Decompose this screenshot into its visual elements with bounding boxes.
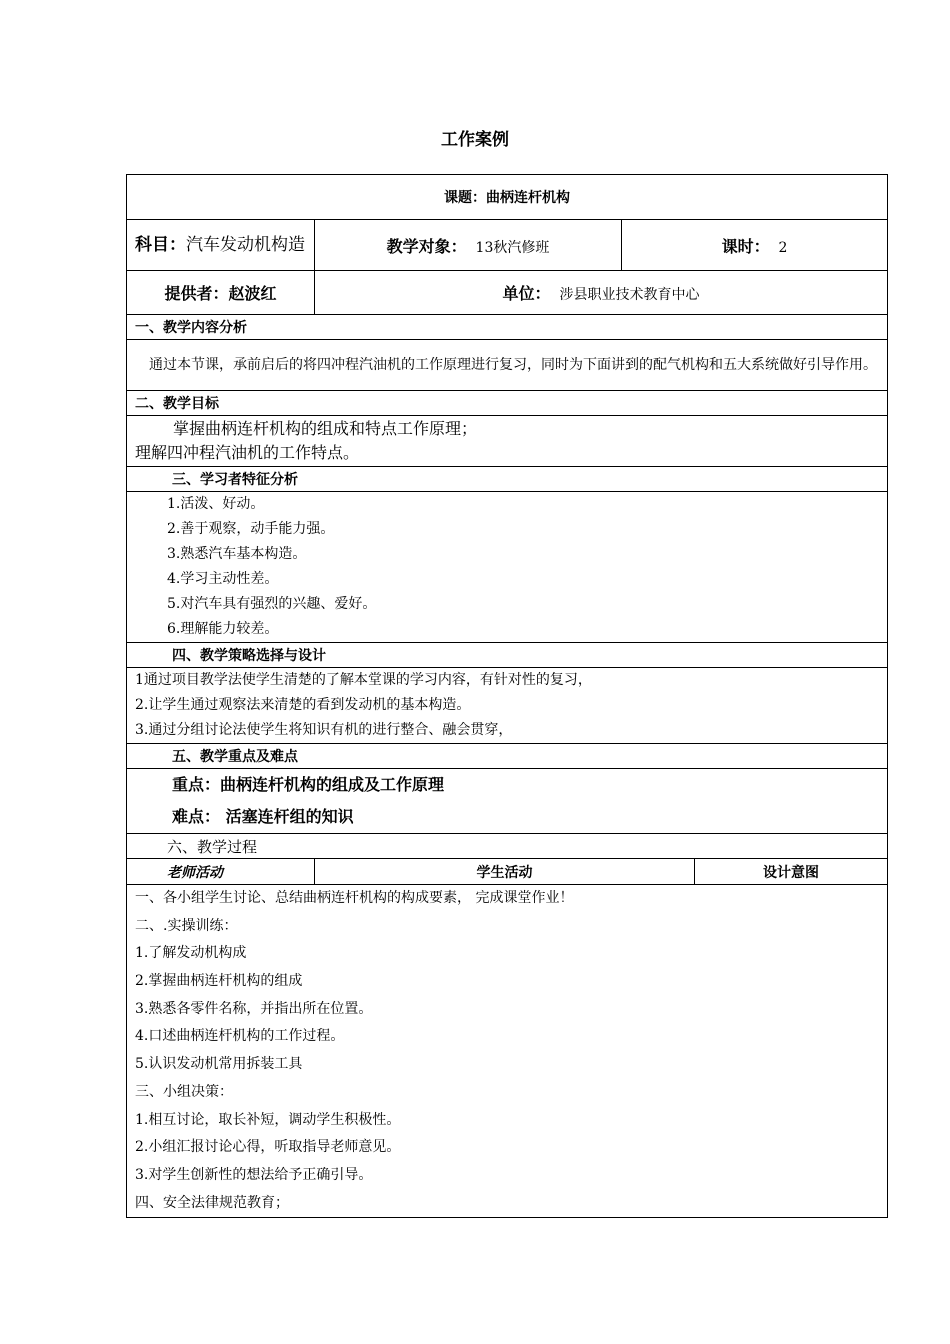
provider-label: 提供者： — [164, 284, 229, 303]
list-item: 2.让学生通过观察法来清楚的看到发动机的基本构造。 — [135, 697, 471, 713]
process-line: 1.相互讨论，取长补短，调动学生积极性。 — [135, 1111, 401, 1128]
strategy-list — [127, 668, 888, 744]
strategy-heading: 四、教学策略选择与设计 — [127, 643, 888, 668]
column-teacher: 老师活动 — [127, 859, 315, 885]
process-line: 一、各小组学生讨论、总结曲柄连杆机构的构成要素， 完成课堂作业！ — [135, 890, 574, 906]
key-point: 重点：曲柄连杆机构的组成及工作原理 — [172, 775, 445, 794]
process-line: 2.掌握曲柄连杆机构的组成 — [135, 973, 303, 990]
topic-row — [127, 175, 888, 220]
list-item: 5.对汽车具有强烈的兴趣、爱好。 — [167, 596, 377, 612]
key-points-heading: 五、教学重点及难点 — [127, 744, 888, 769]
list-item: 6.理解能力较差。 — [167, 621, 279, 637]
subject-label: 科目： — [135, 235, 186, 255]
subject-row — [127, 220, 888, 271]
process-line: 4.口述曲柄连杆机构的工作过程。 — [135, 1028, 345, 1045]
subject-value: 汽车发动机构造 — [186, 235, 305, 255]
hours-cell — [622, 220, 888, 271]
process-line: 5.认识发动机常用拆装工具 — [135, 1056, 303, 1073]
provider-value: 赵波红 — [228, 284, 277, 303]
goal-item: 理解四冲程汽油机的工作特点。 — [135, 443, 360, 462]
key-points-cell — [127, 769, 888, 834]
learners-heading: 三、学习者特征分析 — [127, 467, 888, 492]
unit-cell — [315, 271, 888, 315]
process-line: 2.小组汇报讨论心得，听取指导老师意见。 — [135, 1139, 401, 1156]
list-item: 1.活泼、好动。 — [167, 496, 265, 512]
unit-value: 涉县职业技术教育中心 — [559, 287, 700, 303]
column-student: 学生活动 — [315, 859, 695, 885]
subject-cell — [127, 220, 315, 271]
provider-cell — [127, 271, 315, 315]
hours-value: 2 — [778, 239, 788, 256]
list-item: 1通过项目教学法使学生清楚的了解本堂课的学习内容，有针对性的复习， — [135, 672, 592, 688]
goals-cell — [127, 416, 888, 467]
list-item: 4.学习主动性差。 — [167, 571, 279, 587]
process-line: 四、安全法律规范教育； — [135, 1194, 289, 1211]
unit-label: 单位： — [502, 284, 551, 303]
lesson-plan-table — [126, 174, 888, 1218]
process-content — [127, 885, 888, 1218]
learners-list — [127, 492, 888, 643]
goals-heading: 二、教学目标 — [127, 391, 888, 416]
difficulty-point: 难点： 活塞连杆组的知识 — [172, 807, 354, 826]
process-line: 3.对学生创新性的想法给予正确引导。 — [135, 1166, 373, 1183]
course-topic: 课题：曲柄连杆机构 — [127, 175, 888, 220]
process-line: 二、.实操训练： — [135, 917, 238, 934]
provider-row — [127, 271, 888, 315]
column-design: 设计意图 — [695, 859, 888, 885]
process-line: 3.熟悉各零件名称，并指出所在位置。 — [135, 1000, 373, 1017]
process-line: 三、小组决策： — [135, 1083, 233, 1100]
document-title: 工作案例 — [441, 130, 509, 150]
content-analysis-heading: 一、教学内容分析 — [127, 315, 888, 340]
process-columns-row — [127, 859, 888, 885]
process-heading: 六、教学过程 — [127, 834, 888, 859]
content-analysis-text: 通过本节课，承前启后的将四冲程汽油机的工作原理进行复习，同时为下面讲到的配气机构和五大系统做好引导作用。 — [127, 340, 888, 391]
list-item: 3.熟悉汽车基本构造。 — [167, 546, 307, 562]
audience-label: 教学对象： — [386, 236, 467, 256]
audience-value: 13秋汽修班 — [475, 239, 550, 256]
list-item: 3.通过分组讨论法使学生将知识有机的进行整合、融会贯穿， — [135, 722, 513, 738]
list-item: 2.善于观察，动手能力强。 — [167, 521, 335, 537]
audience-cell — [315, 220, 622, 271]
hours-label: 课时： — [721, 236, 770, 256]
process-line: 1.了解发动机构成 — [135, 945, 247, 962]
goal-item: 掌握曲柄连杆机构的组成和特点工作原理； — [173, 419, 478, 438]
